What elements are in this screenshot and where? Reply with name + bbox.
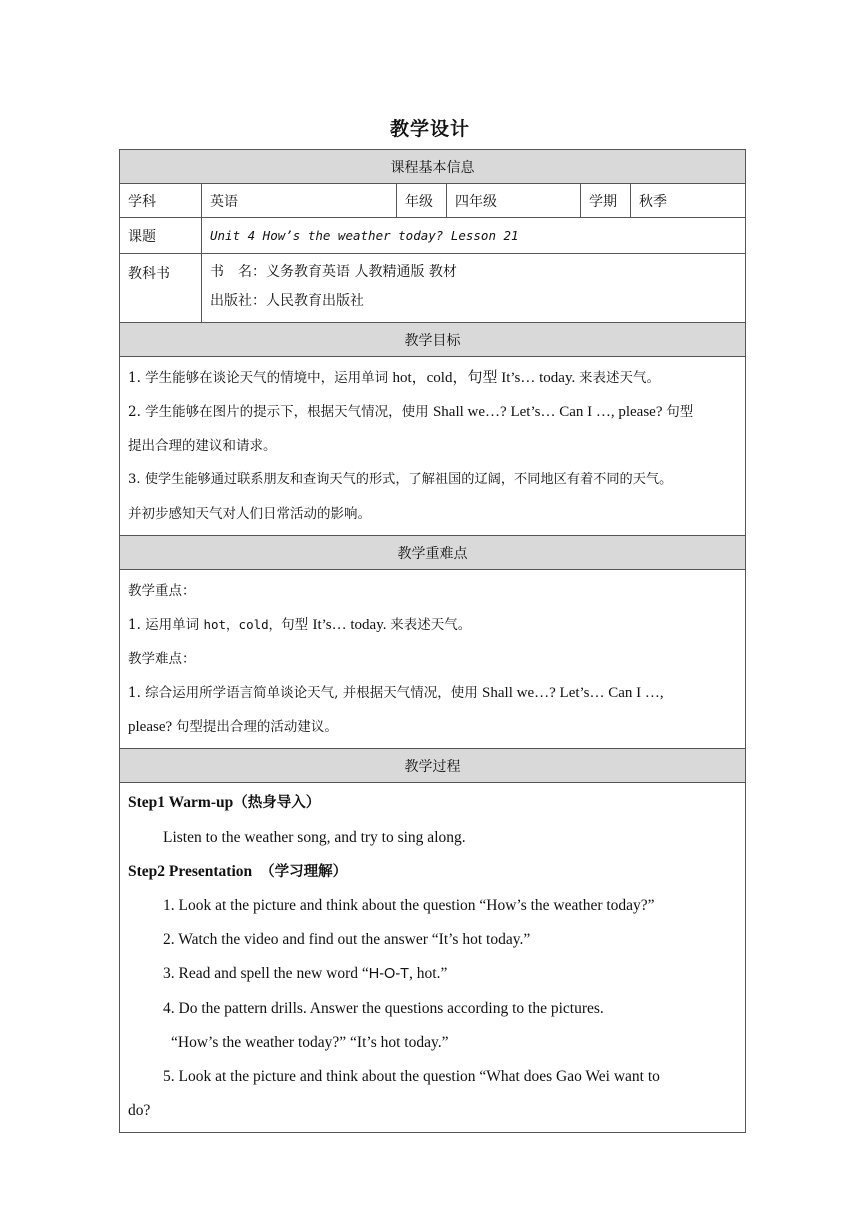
objective-3-cont: 并初步感知天气对人们日常活动的影响。	[128, 506, 371, 522]
term-label: 学期	[581, 184, 631, 218]
objective-2-text-b: Shall we…? Let’s… Can I …, please?	[432, 404, 667, 420]
grade-value: 四年级	[447, 184, 581, 218]
process-content	[120, 783, 746, 1133]
objective-1	[128, 361, 737, 395]
step1-text: Listen to the weather song, and try to sing along.	[163, 828, 466, 846]
topic-row	[120, 218, 746, 254]
book-name-value: 义务教育英语 人教精通版 教材	[266, 264, 457, 280]
textbook-row	[120, 254, 746, 323]
topic-label: 课题	[120, 218, 202, 254]
key-point-1-e: 来表述天气。	[390, 617, 472, 633]
objectives-content	[120, 357, 746, 536]
process-item-1: 1. Look at the picture and think about the question “How’s the weather today?”	[163, 897, 655, 915]
step1-heading	[128, 786, 737, 821]
key-point-1	[128, 608, 737, 642]
objective-2	[128, 395, 737, 429]
process-item-2: 2. Watch the video and find out the answer “It’s hot today.”	[163, 931, 531, 949]
grade-label: 年级	[397, 184, 447, 218]
objectives-row	[120, 357, 746, 536]
key-point-1-a: 1. 运用单词	[128, 617, 204, 633]
step2-heading	[128, 855, 737, 890]
textbook-value	[202, 254, 746, 323]
difficulty-1-c: please?	[128, 719, 176, 735]
difficulty-1-d: 句型提出合理的活动建议。	[175, 719, 338, 735]
process-item-5-cont: do?	[128, 1101, 151, 1119]
objective-1-text-b: hot，cold，句型 It’s… today.	[392, 370, 579, 386]
process-item-4: 4. Do the pattern drills. Answer the questions according to the pictures.	[163, 999, 604, 1017]
objective-1-text-c: 来表述天气。	[578, 370, 660, 386]
difficulty-1-a: 1. 综合运用所学语言简单谈论天气, 并根据天气情况，使用	[128, 685, 483, 701]
section-header-process: 教学过程	[120, 749, 746, 783]
process-item-3-b: H-O-T	[368, 966, 410, 983]
objective-1-text-a: 1. 学生能够在谈论天气的情境中，运用单词	[128, 370, 393, 386]
objective-2-text-c: 句型	[666, 404, 694, 420]
key-points-content	[120, 570, 746, 749]
process-row	[120, 783, 746, 1133]
difficulty-1-b: Shall we…? Let’s… Can I …,	[482, 685, 664, 701]
subject-value: 英语	[202, 184, 397, 218]
difficulty-label: 教学难点：	[128, 651, 196, 667]
step1-cn: （热身导入）	[233, 795, 321, 811]
key-point-1-c: 句型	[281, 617, 313, 633]
objective-2-cont: 提出合理的建议和请求。	[128, 438, 277, 454]
section-header-basic-info: 课程基本信息	[120, 150, 746, 184]
key-point-1-d: It’s… today.	[312, 617, 391, 633]
process-item-3-a: 3. Read and spell the new word “	[163, 965, 369, 983]
process-item-3	[128, 957, 737, 992]
key-points-row	[120, 570, 746, 749]
textbook-label: 教科书	[120, 254, 202, 323]
publisher-key: 出版社：	[210, 293, 266, 309]
section-header-objectives: 教学目标	[120, 323, 746, 357]
page-title: 教学设计	[389, 118, 470, 140]
lesson-plan-table	[119, 149, 746, 1133]
subject-row	[120, 184, 746, 218]
difficulty-1	[128, 676, 737, 710]
step2-title: Step2 Presentation	[128, 862, 253, 880]
subject-label: 学科	[120, 184, 202, 218]
term-value: 秋季	[631, 184, 746, 218]
step1-title: Step1 Warm-up	[128, 794, 234, 811]
difficulty-1-cont	[128, 710, 737, 744]
topic-value: Unit 4 How’s the weather today? Lesson 21	[202, 218, 746, 254]
process-item-3-c: , hot.”	[409, 965, 448, 983]
key-label: 教学重点：	[128, 583, 196, 599]
section-header-key-points: 教学重难点	[120, 536, 746, 570]
objective-2-text-a: 2. 学生能够在图片的提示下，根据天气情况，使用	[128, 404, 433, 420]
publisher-value: 人民教育出版社	[266, 293, 364, 309]
process-item-5: 5. Look at the picture and think about the question “What does Gao Wei want to	[163, 1067, 660, 1085]
process-item-4-quote: “How’s the weather today?” “It’s hot today.”	[171, 1033, 449, 1051]
key-point-1-b: hot，cold，	[203, 617, 282, 632]
book-name-key: 书 名：	[210, 264, 266, 280]
step2-cn: （学习理解）	[260, 863, 348, 880]
objective-3: 3. 使学生能够通过联系朋友和查询天气的形式，了解祖国的辽阔，不同地区有着不同的天气。	[128, 472, 673, 487]
